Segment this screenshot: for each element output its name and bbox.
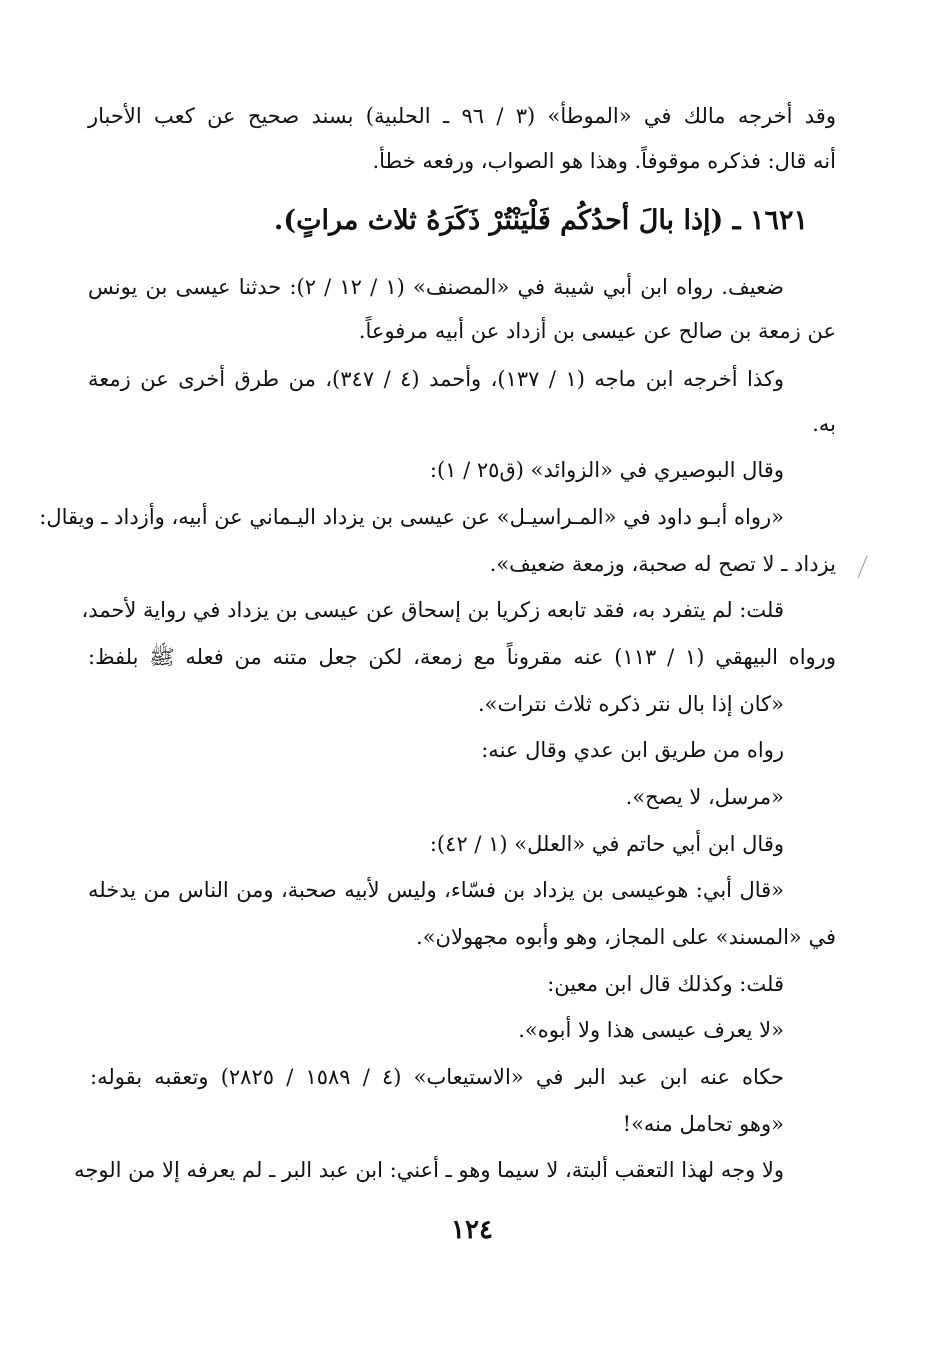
text-line: رواه من طريق ابن عدي وقال عنه: [481, 738, 784, 762]
text-line: «قال أبي: هوعيسى بن يزداد بن فسّاء، وليس لأبيه صحبة، ومن الناس من يدخله [88, 878, 784, 902]
text-line: وقال ابن أبي حاتم في «العلل» (١ / ٤٢): [429, 832, 784, 856]
text-line: ضعيف. رواه ابن أبي شيبة في «المصنف» (١ / ١٢ / ٢): حدثنا عيسى بن يونس [88, 275, 784, 299]
margin-mark [855, 552, 869, 582]
text-line: «مرسل، لا يصح». [625, 785, 784, 809]
hadith-heading: ١٦٢١ ـ (إذا بالَ أحدُكُم فَلْيَنْتُرْ ذَكَرَهُ ثلاث مراتٍ). [273, 205, 808, 236]
text-line: وقال البوصيري في «الزوائد» (ق٢٥ / ١): [429, 458, 784, 482]
page-number: ١٢٤ [451, 1215, 493, 1245]
text-line: وقد أخرجه مالك في «الموطأ» (٣ / ٩٦ ـ الحلبية) بسند صحيح عن كعب الأحبار [88, 104, 836, 128]
text-line: «لا يعرف عيسى هذا ولا أبوه». [518, 1018, 784, 1042]
text-line: ولا وجه لهذا التعقب ألبتة، لا سيما وهو ـ أعني: ابن عبد البر ـ لم يعرفه إلا من الوجه [74, 1158, 784, 1182]
text-line: وكذا أخرجه ابن ماجه (١ / ١٣٧)، وأحمد (٤ / ٣٤٧)، من طرق أخرى عن زمعة [88, 367, 785, 391]
text-line: ورواه البيهقي (١ / ١١٣) عنه مقروناً مع زمعة، لكن جعل متنه من فعله ﷺ بلفظ: [88, 645, 836, 669]
text-line: «كان إذا بال نتر ذكره ثلاث نترات». [478, 692, 784, 716]
text-line: «رواه أبـو داود في «المـراسيـل» عن عيسى بن يزداد اليـماني عن أبيه، وأزداد ـ ويقال: [39, 505, 784, 529]
text-line: عن زمعة بن صالح عن عيسى بن أزداد عن أبيه مرفوعاً. [358, 319, 836, 343]
text-line: قلت: لم يتفرد به، فقد تابعه زكريا بن إسحاق عن عيسى بن يزداد في رواية لأحمد، [81, 598, 784, 622]
text-line: قلت: وكذلك قال ابن معين: [547, 972, 784, 996]
text-line: يزداد ـ لا تصح له صحبة، وزمعة ضعيف». [489, 552, 836, 576]
text-line: أنه قال: فذكره موقوفاً. وهذا هو الصواب، ورفعه خطأ. [372, 149, 836, 173]
text-line: في «المسند» على المجاز، وهو وأبوه مجهولان». [416, 925, 836, 949]
text-line: به. [812, 412, 836, 436]
text-line: «وهو تحامل منه»! [622, 1112, 784, 1136]
text-line: حكاه عنه ابن عبد البر في «الاستيعاب» (٤ / ١٥٨٩ / ٢٨٢٥) وتعقبه بقوله: [90, 1065, 784, 1089]
